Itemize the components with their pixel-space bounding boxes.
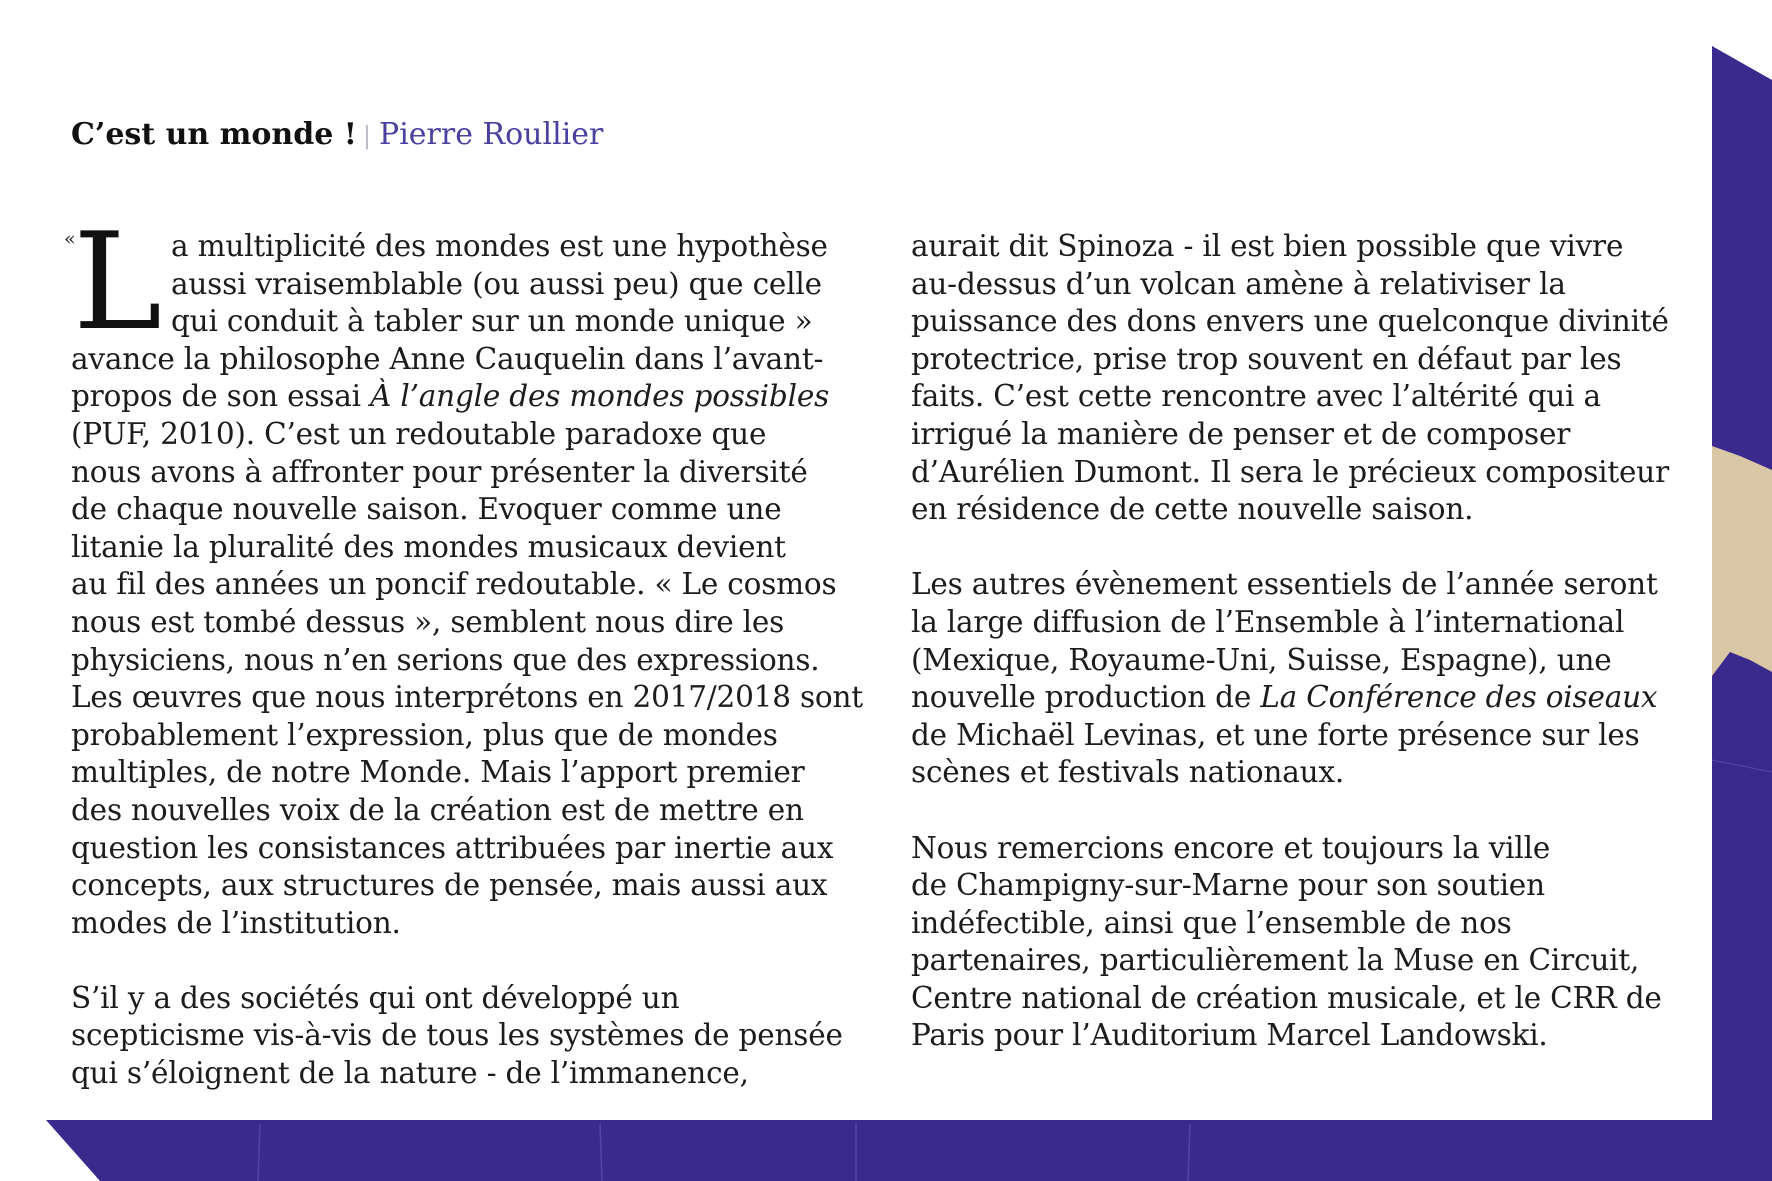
text-line: irrigué la manière de penser et de composer: [911, 416, 1571, 451]
article-header: [71, 116, 603, 155]
text-line: au fil des années un poncif redoutable. « Le cosmos: [71, 567, 837, 602]
text-line: faits. C’est cette rencontre avec l’altérité qui a: [911, 379, 1601, 414]
text-line: protectrice, prise trop souvent en défaut par les: [911, 341, 1622, 376]
left-column: [64, 204, 871, 1093]
text-line: S’il y a des sociétés qui ont développé un: [71, 980, 680, 1015]
article-title: C’est un monde !: [71, 117, 357, 152]
text-line: qui conduit à tabler sur un monde unique »: [171, 304, 813, 339]
text-line: en résidence de cette nouvelle saison.: [911, 492, 1474, 527]
text-line: modes de l’institution.: [71, 905, 401, 940]
text-line: Les œuvres que nous interprétons en 2017/2018 sont: [71, 680, 863, 715]
text-line: la large diffusion de l’Ensemble à l’international: [911, 604, 1625, 639]
right-column: [911, 228, 1711, 1055]
text-line: nouvelle production de La Conférence des oiseaux: [911, 680, 1658, 715]
text-line: nous avons à affronter pour présenter la diversité: [71, 454, 808, 489]
text-line: propos de son essai À l’angle des mondes possibles: [71, 379, 830, 414]
text-line: Centre national de création musicale, et le CRR de: [911, 980, 1662, 1015]
paragraph-gap: [911, 792, 1711, 830]
text-line: scènes et festivals nationaux.: [911, 755, 1345, 790]
text-line: de Champigny-sur-Marne pour son soutien: [911, 868, 1545, 903]
text-line: Nous remercions encore et toujours la ville: [911, 830, 1551, 865]
text-line: au-dessus d’un volcan amène à relativiser la: [911, 266, 1566, 301]
text-line: aussi vraisemblable (ou aussi peu) que celle: [171, 266, 822, 301]
text-line: concepts, aux structures de pensée, mais aussi aux: [71, 868, 828, 903]
open-quote-mark: «: [64, 228, 76, 250]
text-line: (PUF, 2010). C’est un redoutable paradoxe que: [71, 416, 767, 451]
text-line: indéfectible, ainsi que l’ensemble de nos: [911, 905, 1512, 940]
text-line: litanie la pluralité des mondes musicaux devient: [71, 529, 786, 564]
text-line: puissance des dons envers une quelconque divinité: [911, 304, 1669, 339]
drop-cap-letter: L: [73, 204, 162, 360]
text-line: question les consistances attribuées par inertie aux: [71, 830, 834, 865]
paragraph-gap: [911, 529, 1711, 567]
work-title: La Conférence des oiseaux: [1260, 680, 1658, 715]
text-line: aurait dit Spinoza - il est bien possible que vivre: [911, 229, 1624, 263]
text-line: de Michaël Levinas, et une forte présence sur les: [911, 717, 1640, 752]
text-line: qui s’éloignent de la nature - de l’immanence,: [71, 1056, 749, 1091]
book-title: À l’angle des mondes possibles: [370, 379, 830, 414]
text-line: scepticisme vis-à-vis de tous les systèmes de pensée: [71, 1018, 843, 1053]
text-line: de chaque nouvelle saison. Evoquer comme une: [71, 492, 782, 527]
text-line: nous est tombé dessus », semblent nous dire les: [71, 604, 785, 639]
text-line: a multiplicité des mondes est une hypothèse: [171, 229, 828, 263]
paragraph-gap: [71, 942, 871, 980]
text-line: d’Aurélien Dumont. Il sera le précieux compositeur: [911, 454, 1669, 489]
title-separator: |: [362, 122, 372, 150]
text-line: physiciens, nous n’en serions que des expressions.: [71, 642, 820, 677]
text-line: Les autres évènement essentiels de l’année seront: [911, 567, 1658, 602]
text-line: (Mexique, Royaume-Uni, Suisse, Espagne), une: [911, 642, 1612, 677]
text-line: multiples, de notre Monde. Mais l’apport premier: [71, 755, 805, 790]
text-line: avance la philosophe Anne Cauquelin dans l’avant-: [71, 341, 824, 376]
text-line: des nouvelles voix de la création est de mettre en: [71, 792, 804, 827]
text-line: probablement l’expression, plus que de mondes: [71, 717, 778, 752]
article-author: Pierre Roullier: [379, 117, 604, 152]
text-line: Paris pour l’Auditorium Marcel Landowski.: [911, 1018, 1548, 1053]
text-line: partenaires, particulièrement la Muse en Circuit,: [911, 943, 1640, 978]
